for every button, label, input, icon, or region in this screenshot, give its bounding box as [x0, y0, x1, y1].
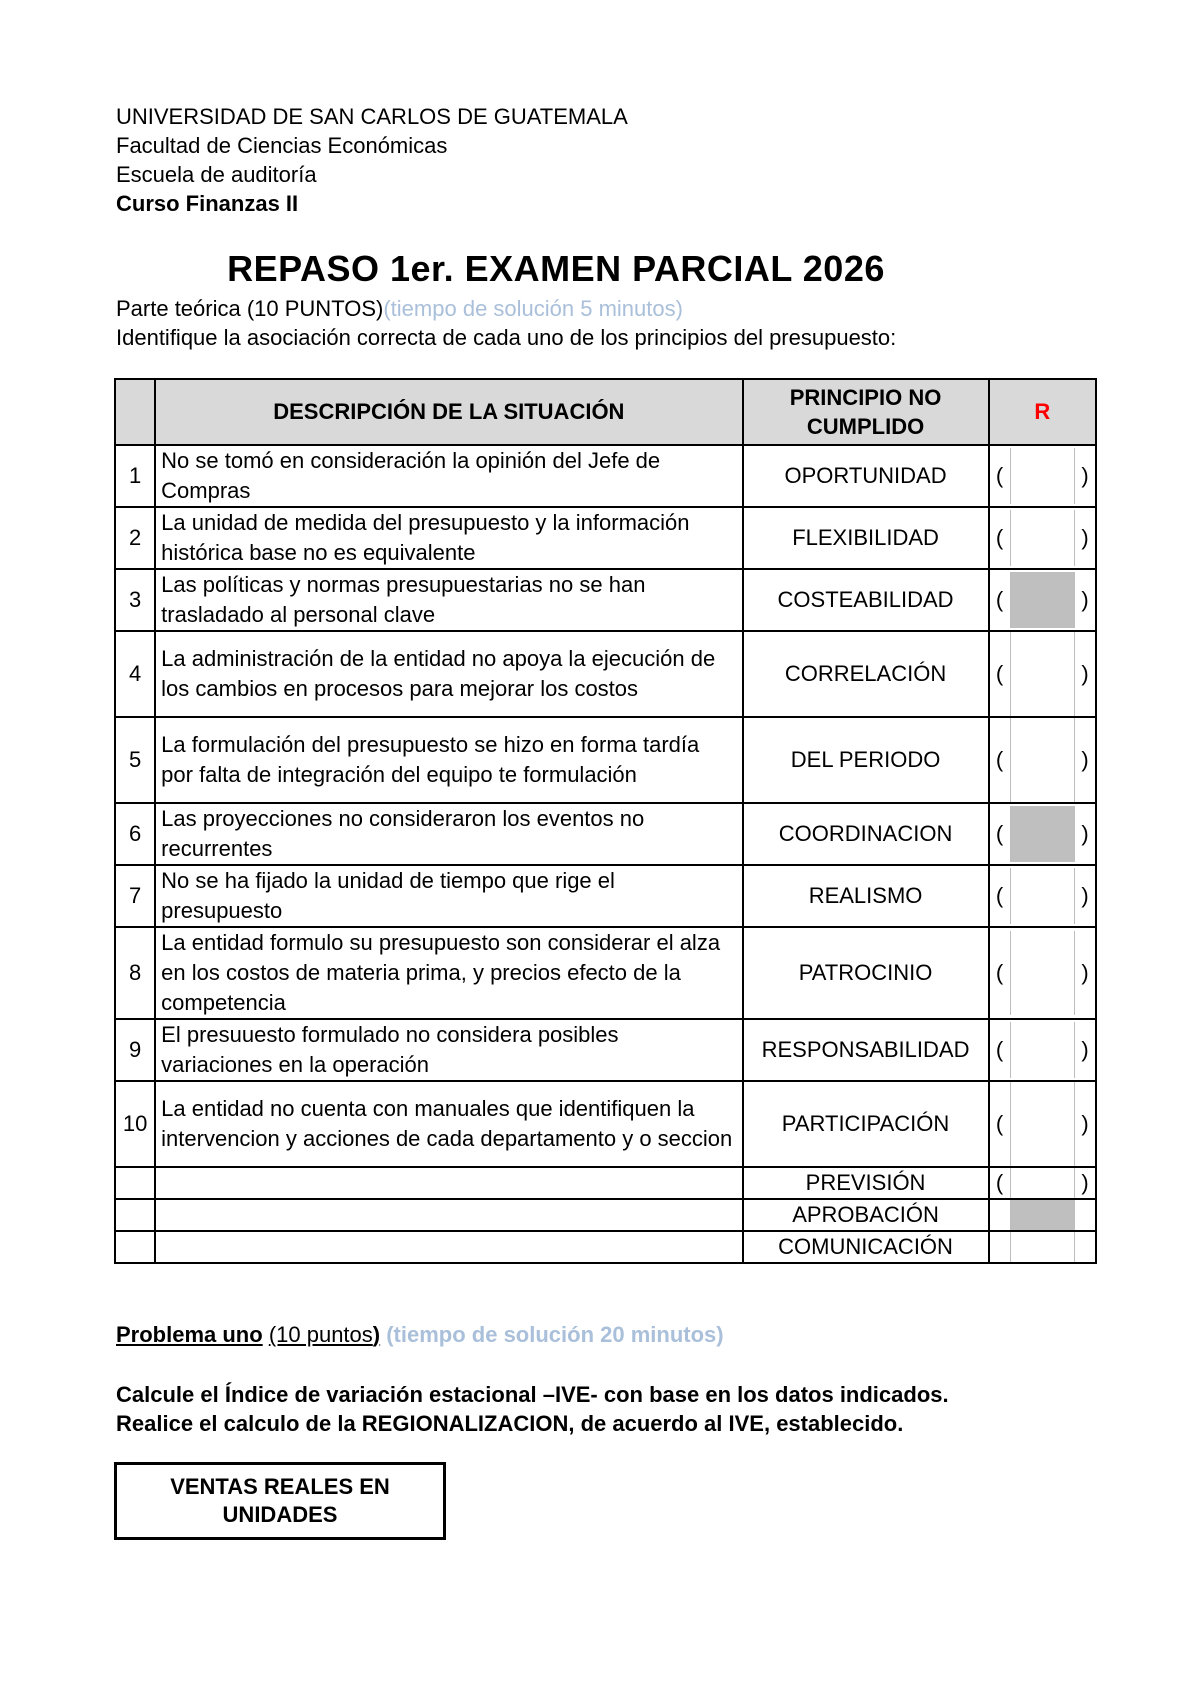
answer-blank[interactable] [1010, 718, 1075, 802]
row-number [115, 1231, 155, 1263]
problem-label: Problema uno [116, 1322, 263, 1347]
header-principle: PRINCIPIO NO CUMPLIDO [743, 379, 989, 445]
answer-cell [989, 1081, 1096, 1167]
ventas-box-line1: VENTAS REALES EN [170, 1474, 390, 1499]
answer-cell [989, 1019, 1096, 1081]
r-label: R [1034, 399, 1051, 424]
close-paren: ) [1081, 821, 1089, 846]
answer-cell [989, 1231, 1096, 1263]
principle-name: COSTEABILIDAD [743, 569, 989, 631]
header-description: DESCRIPCIÓN DE LA SITUACIÓN [155, 379, 742, 445]
situation-description: No se ha fijado la unidad de tiempo que rige el presupuesto [155, 865, 742, 927]
situation-description: La unidad de medida del presupuesto y la información histórica base no es equivalente [155, 507, 742, 569]
table-row [115, 1019, 1096, 1081]
open-paren: ( [995, 1111, 1004, 1136]
principle-name: DEL PERIODO [743, 717, 989, 803]
header-r [989, 379, 1096, 445]
answer-blank[interactable] [1010, 931, 1075, 1015]
situation-description: La entidad formulo su presupuesto son considerar el alza en los costos de materia prima, y precios efecto de la competencia [155, 927, 742, 1019]
part-time: (tiempo de solución 5 minutos) [383, 296, 683, 321]
table-row [115, 507, 1096, 569]
open-paren: ( [995, 1037, 1004, 1062]
university-name: UNIVERSIDAD DE SAN CARLOS DE GUATEMALA [116, 104, 628, 129]
table-row [115, 1081, 1096, 1167]
row-number: 1 [115, 445, 155, 507]
open-paren: ( [995, 821, 1004, 846]
close-paren [1075, 1200, 1095, 1230]
table-row [115, 927, 1096, 1019]
close-paren [1075, 1232, 1095, 1262]
close-paren: ) [1081, 661, 1089, 686]
close-paren: ) [1081, 1111, 1089, 1136]
answer-blank[interactable] [1010, 1022, 1075, 1078]
open-paren: ( [995, 1170, 1004, 1195]
school-name: Escuela de auditoría [116, 162, 317, 187]
close-paren: ) [1081, 747, 1089, 772]
principle-name: APROBACIÓN [743, 1199, 989, 1231]
answer-cell [989, 927, 1096, 1019]
open-paren: ( [995, 525, 1004, 550]
page-title: REPASO 1er. EXAMEN PARCIAL 2026 [227, 248, 885, 289]
instruction-regionalizacion: Realice el calculo de la REGIONALIZACION, de acuerdo al IVE, establecido. [116, 1411, 904, 1436]
answer-blank[interactable] [1010, 1168, 1075, 1198]
open-paren: ( [995, 960, 1004, 985]
principle-name: PARTICIPACIÓN [743, 1081, 989, 1167]
close-paren: ) [1081, 883, 1089, 908]
answer-blank[interactable] [1010, 868, 1075, 924]
situation-description [155, 1231, 742, 1263]
answer-cell [989, 1167, 1096, 1199]
answer-cell [989, 569, 1096, 631]
row-number [115, 1167, 155, 1199]
principle-name: RESPONSABILIDAD [743, 1019, 989, 1081]
situation-description [155, 1167, 742, 1199]
open-paren: ( [995, 883, 1004, 908]
open-paren: ( [995, 463, 1004, 488]
close-paren: ) [1081, 587, 1089, 612]
answer-cell [989, 445, 1096, 507]
table-row [115, 569, 1096, 631]
part-line [116, 294, 896, 323]
course-name: Curso Finanzas II [116, 191, 299, 216]
row-number: 9 [115, 1019, 155, 1081]
table-row [115, 803, 1096, 865]
open-paren [990, 1200, 1010, 1230]
open-paren: ( [995, 587, 1004, 612]
situation-description [155, 1199, 742, 1231]
header-num-cell [115, 379, 155, 445]
table-row [115, 865, 1096, 927]
table-row [115, 1231, 1096, 1263]
problem-points: (10 puntos [268, 1322, 373, 1347]
row-number: 3 [115, 569, 155, 631]
ventas-reales-box [114, 1462, 446, 1540]
table-row [115, 1199, 1096, 1231]
close-paren: ) [1081, 1170, 1089, 1195]
answer-cell [989, 803, 1096, 865]
problem-time: (tiempo de solución 20 minutos) [386, 1322, 724, 1347]
row-number: 8 [115, 927, 155, 1019]
answer-blank[interactable] [1010, 1232, 1075, 1262]
answer-blank[interactable] [1010, 806, 1075, 862]
answer-cell [989, 717, 1096, 803]
principles-table [114, 378, 1097, 1264]
table-row [115, 717, 1096, 803]
situation-description: El presuuesto formulado no considera posibles variaciones en la operación [155, 1019, 742, 1081]
answer-blank[interactable] [1010, 632, 1075, 716]
open-paren: ( [995, 661, 1004, 686]
situation-description: Las políticas y normas presupuestarias no se han trasladado al personal clave [155, 569, 742, 631]
principle-name: COMUNICACIÓN [743, 1231, 989, 1263]
problem-heading [116, 1322, 724, 1348]
row-number [115, 1199, 155, 1231]
principle-name: FLEXIBILIDAD [743, 507, 989, 569]
table-row [115, 1167, 1096, 1199]
principle-name: OPORTUNIDAD [743, 445, 989, 507]
close-paren: ) [1081, 525, 1089, 550]
answer-cell [989, 865, 1096, 927]
answer-cell [989, 507, 1096, 569]
answer-cell [989, 1199, 1096, 1231]
row-number: 6 [115, 803, 155, 865]
principle-name: CORRELACIÓN [743, 631, 989, 717]
answer-blank[interactable] [1010, 448, 1075, 504]
table-header-row [115, 379, 1096, 445]
row-number: 4 [115, 631, 155, 717]
row-number: 2 [115, 507, 155, 569]
instruction-line: Identifique la asociación correcta de cada uno de los principios del presupuesto: [116, 325, 897, 350]
row-number: 7 [115, 865, 155, 927]
principle-name: PREVISIÓN [743, 1167, 989, 1199]
answer-blank[interactable] [1010, 1082, 1075, 1166]
close-paren: ) [1081, 960, 1089, 985]
intro-text [116, 294, 896, 352]
table-row [115, 445, 1096, 507]
faculty-name: Facultad de Ciencias Económicas [116, 133, 448, 158]
answer-blank[interactable] [1010, 1200, 1075, 1230]
close-paren: ) [1081, 1037, 1089, 1062]
document-header [116, 102, 628, 218]
situation-description: No se tomó en consideración la opinión del Jefe de Compras [155, 445, 742, 507]
situation-description: La entidad no cuenta con manuales que identifiquen la intervencion y acciones de cada departamento y o seccion [155, 1081, 742, 1167]
open-paren [990, 1232, 1010, 1262]
situation-description: Las proyecciones no consideraron los eventos no recurrentes [155, 803, 742, 865]
ventas-box-line2: UNIDADES [222, 1502, 338, 1527]
principle-name: COORDINACION [743, 803, 989, 865]
principle-name: REALISMO [743, 865, 989, 927]
table-row [115, 631, 1096, 717]
close-paren: ) [1081, 463, 1089, 488]
part-label: Parte teórica (10 PUNTOS) [116, 296, 384, 321]
answer-blank[interactable] [1010, 572, 1075, 628]
row-number: 10 [115, 1081, 155, 1167]
answer-cell [989, 631, 1096, 717]
principle-name: PATROCINIO [743, 927, 989, 1019]
open-paren: ( [995, 747, 1004, 772]
row-number: 5 [115, 717, 155, 803]
instruction-ive: Calcule el Índice de variación estacional –IVE- con base en los datos indicados. [116, 1382, 949, 1407]
calculation-instructions [116, 1380, 949, 1438]
problem-points-close: ) [372, 1322, 381, 1347]
answer-blank[interactable] [1010, 510, 1075, 566]
situation-description: La formulación del presupuesto se hizo en forma tardía por falta de integración del equipo te formulación [155, 717, 742, 803]
situation-description: La administración de la entidad no apoya la ejecución de los cambios en procesos para mejorar los costos [155, 631, 742, 717]
